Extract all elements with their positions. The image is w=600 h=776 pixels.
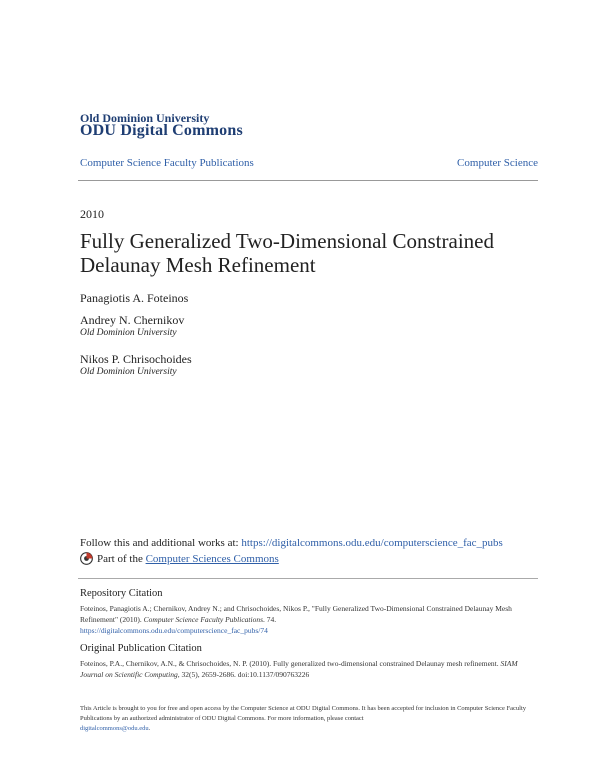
access-notice [80,704,530,734]
commons-network-icon [80,552,93,565]
citation-text: Foteinos, P.A., Chernikov, A.N., & Chrisochoides, N. P. (2010). Fully generalized two-dimensional constrained Delaunay mesh refinement. [80,659,501,668]
notice-suffix: . [148,725,151,732]
author-name: Panagiotis A. Foteinos [80,291,189,305]
citation-url[interactable]: https://digitalcommons.odu.edu/computerscience_fac_pubs/74 [80,626,268,635]
follow-prefix: Follow this and additional works at: [80,537,239,549]
collection-url-link[interactable]: https://digitalcommons.odu.edu/computerscience_fac_pubs [241,537,503,549]
citation-journal: Computer Science Faculty Publications [143,615,264,624]
notice-text: This Article is brought to you for free and open access by the Computer Science at ODU Digital Commons. It has been accepted for inclusion in Computer Science Faculty Publications by an authorized administrator of ODU Digital Commons. For more information, please contact [80,705,527,722]
repository-citation-text [80,603,530,636]
original-citation-text [80,658,530,680]
author-name: Nikos P. Chrisochoides [80,352,192,366]
part-of-prefix: Part of the [97,552,143,565]
citation-text: Foteinos, Panagiotis A.; Chernikov, Andrey N.; and Chrisochoides, Nikos P., "Fully Generalized Two-Dimensional Constrained Delaunay Mesh Refinement" (2010). [80,604,512,624]
collection-link[interactable]: Computer Science Faculty Publications [80,157,254,169]
commons-link[interactable]: Computer Sciences Commons [145,552,279,565]
repository-name[interactable]: ODU Digital Commons [80,122,243,139]
repository-citation-heading: Repository Citation [80,588,163,599]
citation-text: , 32(5), 2659-2686. doi:10.1137/090763226 [177,670,310,679]
part-of-line [80,552,279,565]
department-link[interactable]: Computer Science [457,157,538,169]
paper-title: Fully Generalized Two-Dimensional Constrained Delaunay Mesh Refinement [80,229,494,277]
header-divider [78,180,538,181]
section-divider [78,578,538,579]
follow-line [80,537,503,549]
contact-email[interactable]: digitalcommons@odu.edu [80,725,149,732]
citation-journal: SIAM Journal on Scientific Computing [80,659,518,679]
institution-name: Old Dominion University [80,111,210,125]
author-affiliation: Old Dominion University [80,328,177,338]
publication-year: 2010 [80,207,104,221]
author-name: Andrey N. Chernikov [80,313,185,327]
author-affiliation: Old Dominion University [80,367,177,377]
citation-text: . 74. [263,615,277,624]
original-citation-heading: Original Publication Citation [80,643,202,654]
